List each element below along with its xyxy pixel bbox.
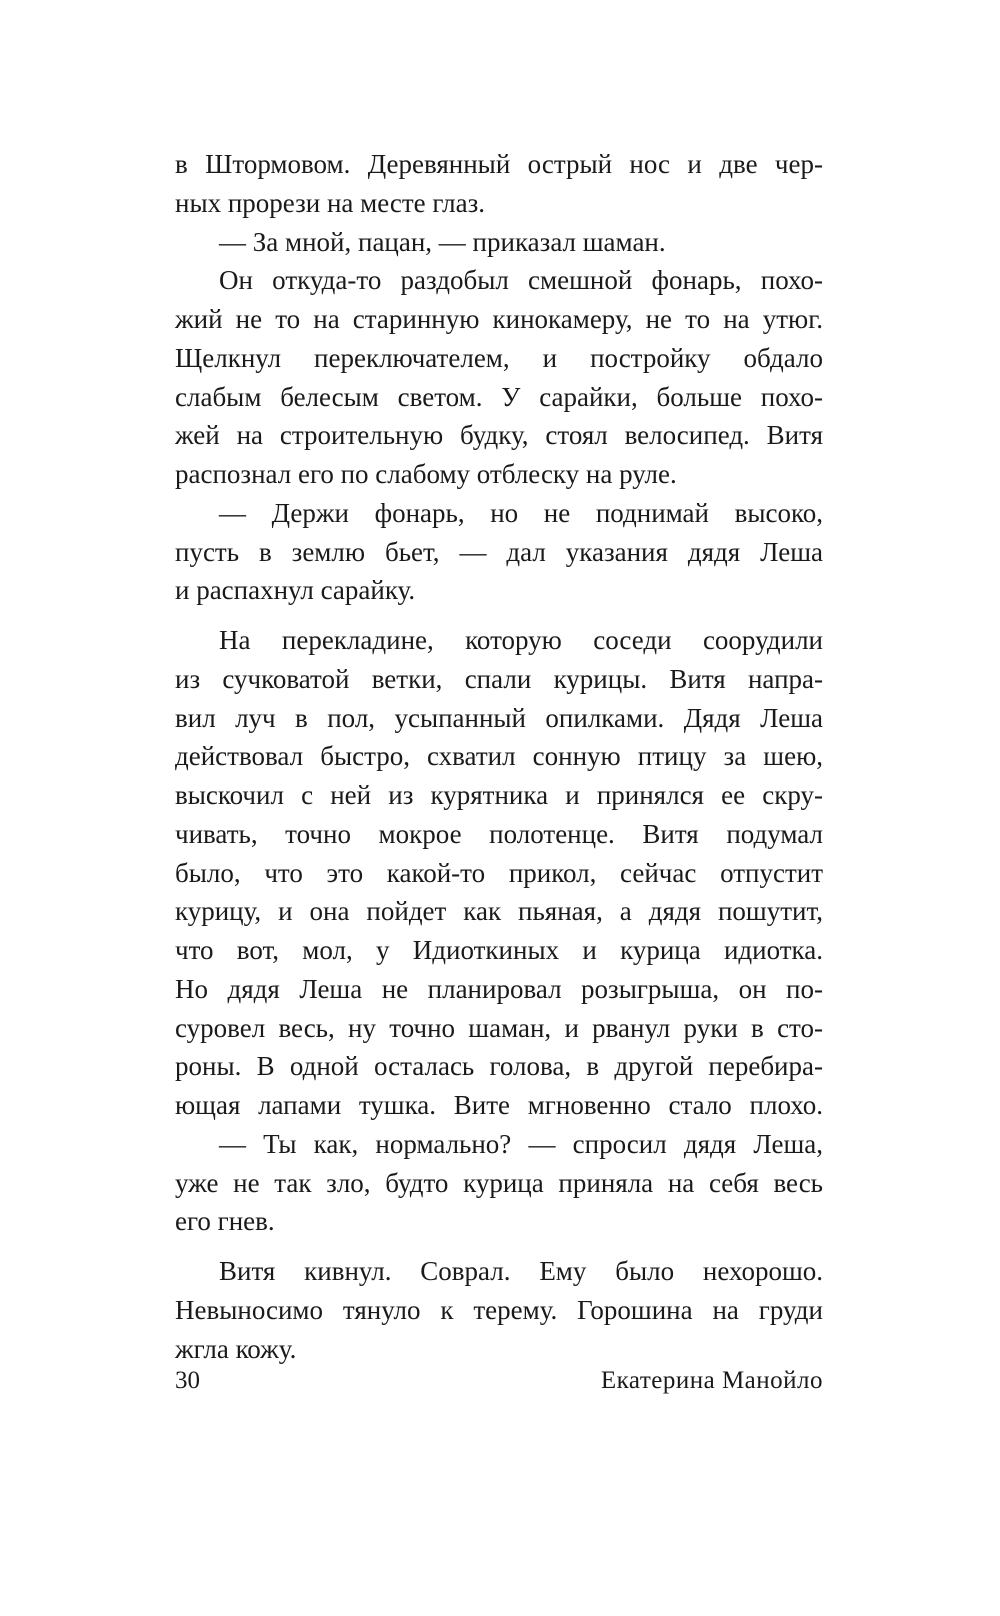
text-line: курицу, и она пойдет как пьяная, а дядя пошутит, <box>175 896 823 927</box>
text-line: пусть в землю бьет, — дал указания дядя Леша <box>175 536 823 567</box>
text-line: чивать, точно мокрое полотенце. Витя подумал <box>175 818 823 849</box>
paragraph-first-line: Витя кивнул. Соврал. Ему было нехорошо. <box>219 1256 823 1286</box>
body-text <box>175 145 823 1368</box>
text-line: выскочил с ней из курятника и принялся ее скру- <box>175 780 823 810</box>
running-head-author: Екатерина Манойло <box>600 1367 823 1394</box>
text-line: действовал быстро, схватил сонную птицу за шею, <box>175 741 823 772</box>
text-line: в Штормовом. Деревянный острый нос и две чер- <box>175 149 823 179</box>
paragraph-first-line: На перекладине, которую соседи соорудили <box>219 625 823 655</box>
text-line: Но дядя Леша не планировал розыгрыша, он по- <box>175 973 823 1004</box>
paragraph-first-line: Он откуда-то раздобыл смешной фонарь, похо- <box>219 265 823 296</box>
text-line: из сучковатой ветки, спали курицы. Витя напра- <box>175 663 823 694</box>
text-line: суровел весь, ну точно шаман, и рванул руки в сто- <box>175 1012 823 1043</box>
dialogue-line: — Ты как, нормально? — спросил дядя Леша, <box>219 1128 823 1159</box>
text-line: и распахнул сарайку. <box>175 575 416 606</box>
text-line: уже не так зло, будто курица приняла на себя весь <box>175 1167 823 1198</box>
text-line: что вот, мол, у Идиоткиных и курица идиотка. <box>175 935 823 965</box>
text-line: Невыносимо тянуло к терему. Горошина на груди <box>175 1294 823 1325</box>
text-line: жей на строительную будку, стоял велосипед. Витя <box>175 420 823 451</box>
text-line: жий не то на старинную кинокамеру, не то на утюг. <box>175 304 823 334</box>
text-line: было, что это какой-то прикол, сейчас отпустит <box>175 857 823 888</box>
text-line: роны. В одной осталась голова, в другой перебира- <box>175 1051 823 1082</box>
text-line: распознал его по слабому отблеску на руле. <box>175 459 677 489</box>
dialogue-line: — За мной, пацан, — приказал шаман. <box>219 226 666 257</box>
text-line: ных прорези на месте глаз. <box>175 187 485 218</box>
dialogue-line: — Держи фонарь, но не поднимай высоко, <box>219 497 823 528</box>
text-line: жгла кожу. <box>175 1333 297 1364</box>
text-line: его гнев. <box>175 1206 275 1237</box>
text-line: вил луч в пол, усыпанный опилками. Дядя Леша <box>175 702 823 733</box>
text-line: ющая лапами тушка. Вите мгновенно стало плохо. <box>175 1090 823 1120</box>
text-line: Щелкнул переключателем, и постройку обдало <box>175 342 823 373</box>
text-line: слабым белесым светом. У сарайки, больше похо- <box>175 381 823 412</box>
page-number: 30 <box>175 1367 200 1394</box>
